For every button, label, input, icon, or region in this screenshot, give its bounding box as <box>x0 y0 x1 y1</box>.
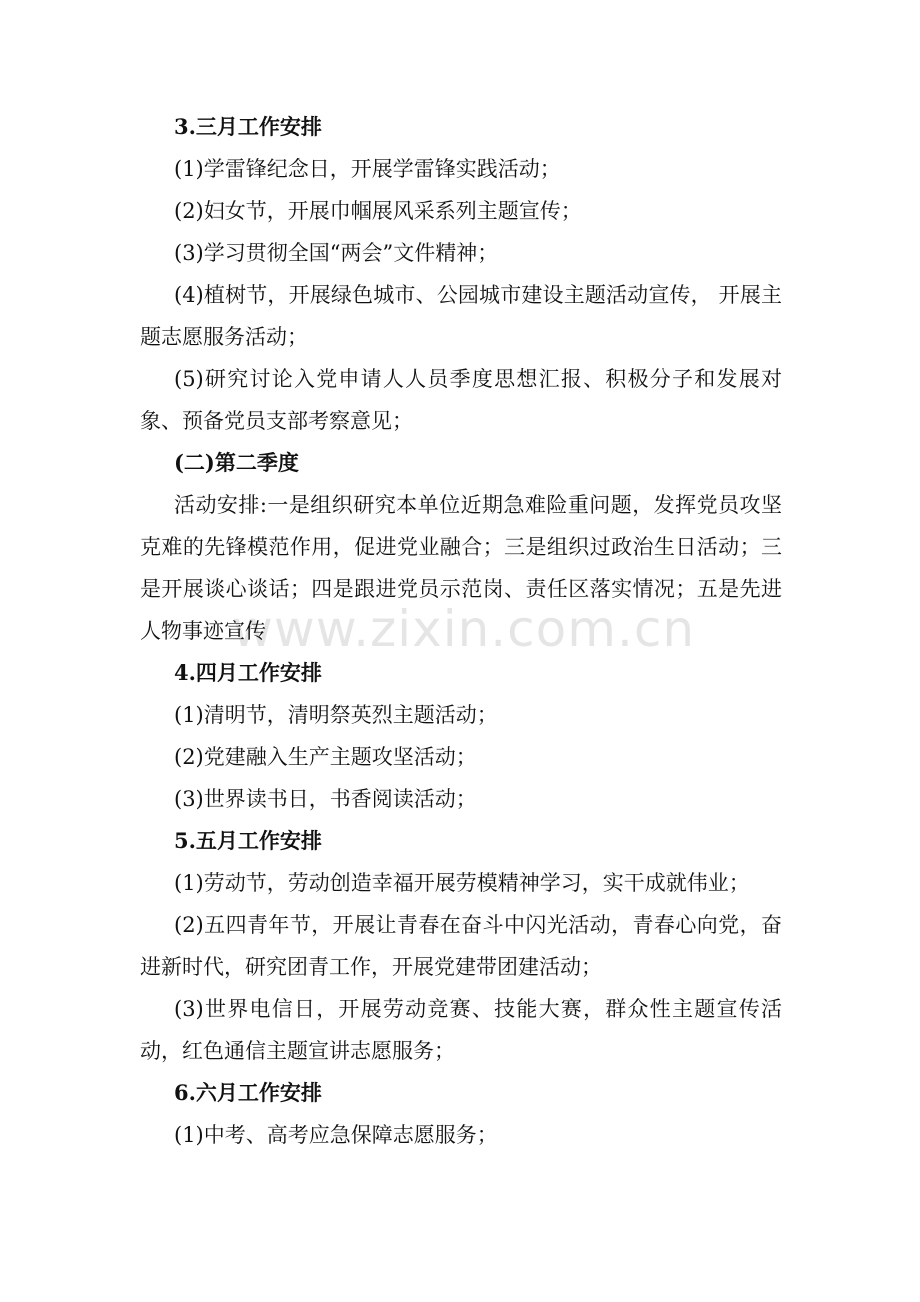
paragraph: (2)党建融入生产主题攻坚活动； <box>174 745 477 769</box>
section-heading: (二)第二季度 <box>174 450 299 475</box>
paragraph: (2)妇女节，开展巾帼展风采系列主题宣传； <box>174 199 582 223</box>
paragraph: (1)中考、高考应急保障志愿服务； <box>174 1123 498 1147</box>
paragraph: (3)世界电信日，开展劳动竞赛、技能大赛，群众性主题宣传活动，红色通信主题宣讲志愿服务； <box>140 997 782 1063</box>
watermark: www.zixin.com.cn <box>232 600 696 658</box>
paragraph: (1)清明节，清明祭英烈主题活动； <box>174 703 498 727</box>
paragraph: (1)学雷锋纪念日，开展学雷锋实践活动； <box>174 157 561 181</box>
paragraph: (4)植树节，开展绿色城市、公园城市建设主题活动宣传， 开展主题志愿服务活动； <box>140 283 782 349</box>
section-heading: 4.四月工作安排 <box>174 660 322 685</box>
paragraph: (1)劳动节，劳动创造幸福开展劳模精神学习，实干成就伟业； <box>174 871 750 895</box>
section-heading: 3.三月工作安排 <box>174 114 322 139</box>
section-heading: 6.六月工作安排 <box>174 1080 322 1105</box>
document-body <box>140 106 782 1156</box>
paragraph: (2)五四青年节，开展让青春在奋斗中闪光活动，青春心向党，奋进新时代，研究团青工作，开展党建带团建活动； <box>140 913 782 979</box>
paragraph: (3)世界读书日，书香阅读活动； <box>174 787 477 811</box>
paragraph: (5)研究讨论入党申请人人员季度思想汇报、积极分子和发展对象、预备党员支部考察意见； <box>140 367 782 433</box>
section-heading: 5.五月工作安排 <box>174 828 322 853</box>
paragraph: (3)学习贯彻全国“两会”文件精神； <box>174 241 499 265</box>
paragraph: 活动安排:一是组织研究本单位近期急难险重问题，发挥党员攻坚克难的先锋模范作用，促进党业融合；三是组织过政治生日活动；三是开展谈心谈话；四是跟进党员示范岗、责任区落实情况；五是先进人物事迹宣传 <box>140 493 782 643</box>
